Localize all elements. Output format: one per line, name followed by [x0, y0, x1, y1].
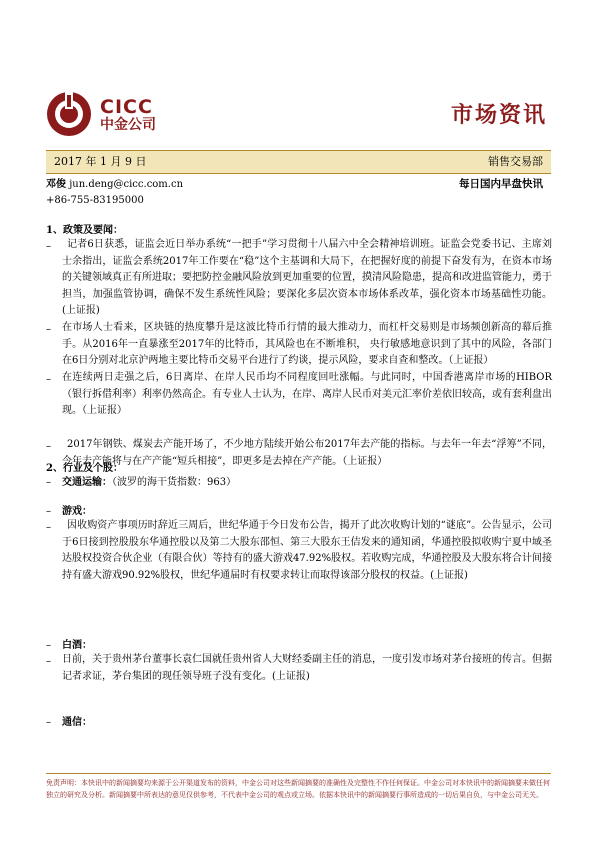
- bullet-dash: –: [46, 522, 51, 533]
- policy-paragraph-4: 2017年钢铁、煤炭去产能开场了，不少地方陆续开始公布2017年去产能的指标。与去年一年去“浮筹”不同，今年去产能将与在产产能“短兵相接”，即更多是去掉在产产能。（上证报）: [62, 439, 552, 467]
- section-title-policy: 1、政策及要闻：: [46, 225, 123, 236]
- brand-name-en: CICC: [100, 96, 153, 118]
- bullet-dash: –: [46, 656, 51, 667]
- transport-text: （波罗的海干货指数：963）: [112, 477, 237, 488]
- bullet-dash: –: [46, 640, 51, 651]
- author-email[interactable]: jun.deng@cicc.com.cn: [69, 179, 184, 190]
- policy-paragraph-1: 记者6日获悉，证监会近日举办系统“一把手”学习贯彻十八届六中全会精神培训班。证监会党委书记、主席刘士余指出，证监会系统2017年工作要在“稳”这个主基调和大局下，在把握好度的前提下奋发有为，在资本市场的关键领域真正有所进取；要把防控金融风险放到更加重要的位置，摸清风险隐患，提高和改进监管能力，勇于担当，加强监管协调，确保不发生系统性风险；要深化多层次资本市场体系改革，强化资本市场基础性功能。(上证报): [62, 239, 552, 316]
- liquor-paragraph: 日前，关于贵州茅台董事长袁仁国就任贵州省人大财经委副主任的消息，一度引发市场对茅台接班的传言。但据记者求证，茅台集团的现任领导班子没有变化。(上证报): [62, 654, 552, 682]
- games-paragraph: 因收购资产事项历时辞近三周后，世纪华通于今日发布公告，揭开了此次收购计划的“谜底”。公告显示，公司于6日接到控股股东华通控股以及第二大股东邵恒、第三大股东王佶发来的通知函，华通控股拟收购宁夏中域圣达股权投资合伙企业（有限合伙）等持有的盛大游戏47.92%股权。若收购完成，华通控股及大股东将合计间接持有盛大游戏90.92%股权，世纪华通届时有权要求转让而取得该部分股权的权益。(上证报): [62, 520, 552, 581]
- section-title-industry: 2、行业及个股：: [46, 463, 123, 474]
- telecom-label: 通信：: [62, 717, 92, 728]
- page-title: 市场资讯: [450, 102, 547, 128]
- footer-divider: [46, 773, 551, 774]
- bullet-dash: –: [46, 506, 51, 517]
- brand-name-cn: 中金公司: [100, 117, 156, 133]
- transport-label: 交通运输：: [62, 477, 112, 488]
- report-date: 2017 年 1 月 9 日: [54, 155, 147, 168]
- liquor-label: 白酒：: [62, 640, 92, 651]
- author-phone: +86-755-83195000: [46, 195, 144, 206]
- report-type: 每日国内早盘快讯: [459, 178, 543, 190]
- cicc-logo-icon: [46, 91, 92, 137]
- author-line: [46, 178, 183, 191]
- transport-item: [62, 476, 236, 489]
- bullet-dash: –: [46, 241, 51, 252]
- games-label: 游戏：: [62, 506, 92, 517]
- bullet-dash: –: [46, 324, 51, 335]
- bullet-dash: –: [46, 374, 51, 385]
- bullet-dash: –: [46, 441, 51, 452]
- bullet-dash: –: [46, 477, 51, 488]
- disclaimer: 免责声明：本快讯中的新闻摘要均来源于公开渠道发布的资料，中金公司对这些新闻摘要的准确性及完整性不作任何保证。中金公司对本快讯中的新闻摘要未做任何独立的研究及分析。新闻摘要中所表达的意见仅供参考，不代表中金公司的观点或立场。依据本快讯中的新闻摘要行事所造成的一切后果自负，与中金公司无关。: [46, 779, 550, 799]
- policy-paragraph-2: 在市场人士看来，区块链的热度攀升是这波比特币行情的最大推动力，而杠杆交易则是市场频创新高的幕后推手。从2016年一直暴涨至2017年的比特币，其风险也在不断堆积， 央行敏感地意识到了其中的风险，各部门在6日分别对北京沪两地主要比特币交易平台进行了约谈，提示风险，要求自查和整改。（上证报）: [62, 322, 552, 366]
- bullet-dash: –: [46, 717, 51, 728]
- department: 销售交易部: [488, 155, 543, 168]
- author-name: 邓俊: [46, 179, 66, 190]
- policy-paragraph-3: 在连续两日走强之后，6日离岸、在岸人民币均不同程度回吐涨幅。与此同时，中国香港离岸市场的HIBOR（银行拆借利率）利率仍然高企。有专业人士认为，在岸、离岸人民币对美元汇率价差依旧较高，或有套利盘出现。（上证报）: [62, 372, 552, 416]
